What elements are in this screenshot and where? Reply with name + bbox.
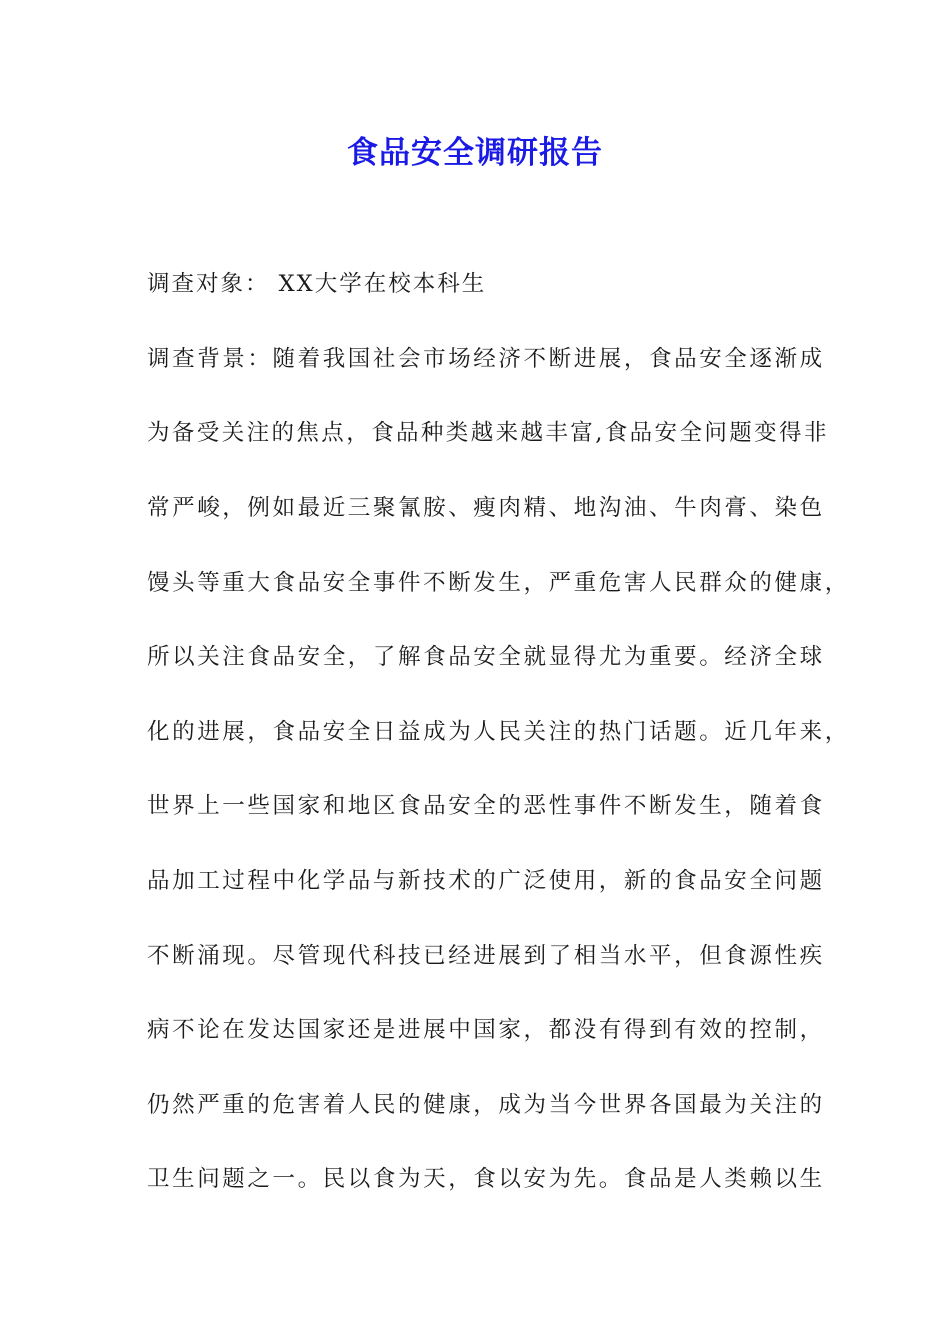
body-text-line: 常严峻，例如最近三聚氰胺、瘦肉精、地沟油、牛肉膏、染色 (147, 495, 825, 521)
body-text-line: 所以关注食品安全，了解食品安全就显得尤为重要。经济全球 (147, 644, 825, 670)
body-text-line: 病不论在发达国家还是进展中国家，都没有得到有效的控制， (147, 1017, 825, 1043)
body-text-line: 调查背景：随着我国社会市场经济不断进展，食品安全逐渐成 (147, 346, 825, 372)
body-text-line: 世界上一些国家和地区食品安全的恶性事件不断发生，随着食 (147, 793, 825, 819)
body-text-line: 为备受关注的焦点，食品种类越来越丰富,食品安全问题变得非 (147, 420, 829, 446)
body-text-line: 品加工过程中化学品与新技术的广泛使用，新的食品安全问题 (147, 868, 825, 894)
body-text-line: 馒头等重大食品安全事件不断发生，严重危害人民群众的健康， (147, 570, 850, 596)
body-text-line: 不断涌现。尽管现代科技已经进展到了相当水平，但食源性疾 (147, 943, 825, 969)
document-title: 食品安全调研报告 (347, 135, 603, 171)
survey-subject-line: 调查对象： XX大学在校本科生 (147, 271, 487, 297)
body-text-line: 仍然严重的危害着人民的健康，成为当今世界各国最为关注的 (147, 1092, 825, 1118)
body-text-line: 化的进展，食品安全日益成为人民关注的热门话题。近几年来， (147, 719, 850, 745)
body-text-line: 卫生问题之一。民以食为天，食以安为先。食品是人类赖以生 (147, 1166, 825, 1192)
